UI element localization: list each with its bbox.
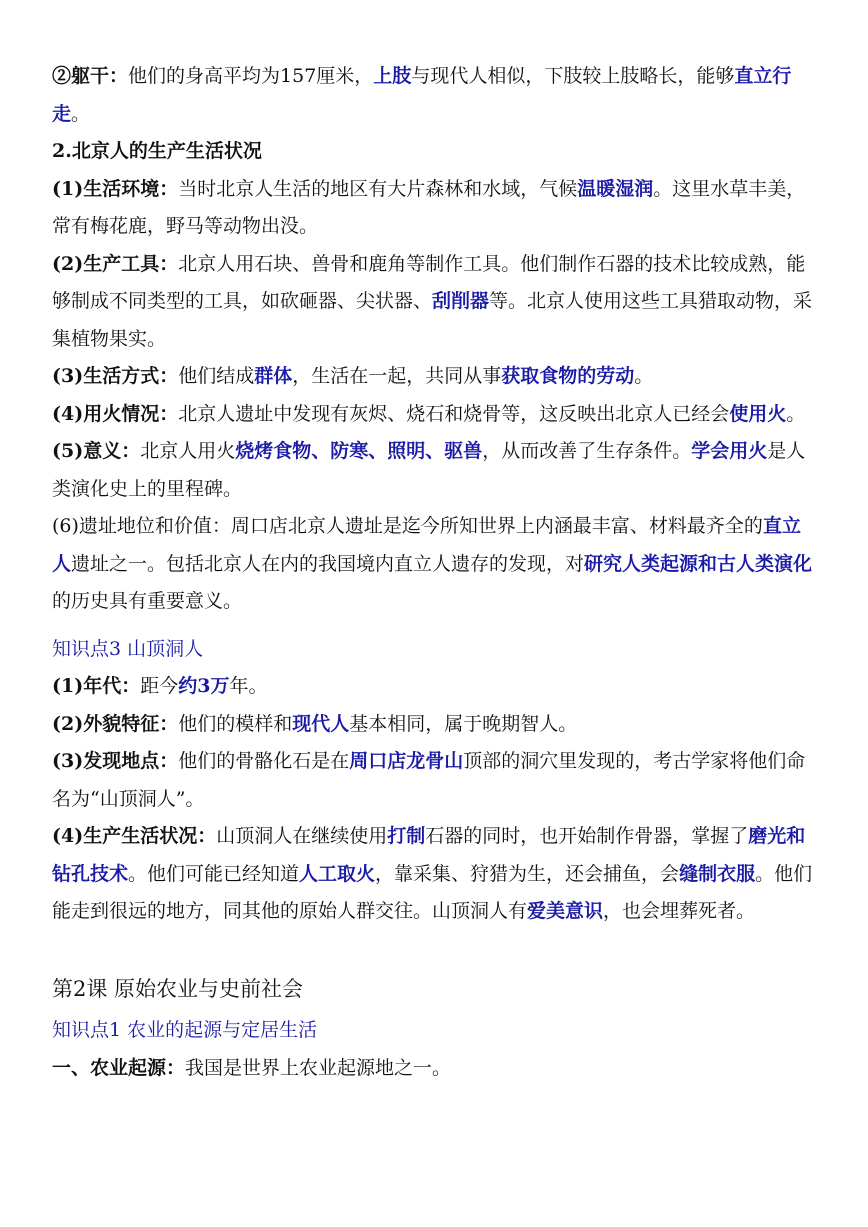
highlight-term: 上肢 <box>373 65 412 87</box>
item-label: (2)生产工具： <box>52 252 179 275</box>
text: 的历史具有重要意义。 <box>52 590 243 612</box>
highlight-term: 直立人 <box>52 515 801 575</box>
highlight-term: 使用火 <box>729 402 787 425</box>
item-label: (6)遗址地位和价值： <box>52 515 231 537</box>
text: 。 <box>786 402 806 425</box>
text: 。这里水草丰美，常有梅花鹿，野马等动物出没。 <box>52 177 806 237</box>
highlight-term: 群体 <box>254 365 293 387</box>
paragraph-site-value <box>52 508 818 621</box>
paragraph-era <box>52 668 818 706</box>
paragraph-production-tools <box>52 246 818 359</box>
text: 他们结成 <box>178 365 255 387</box>
highlight-term: 温暖湿润 <box>577 177 654 200</box>
item-label: (2)外貌特征： <box>52 712 179 735</box>
lesson-title: 第2课 原始农业与史前社会 <box>52 976 304 1001</box>
highlight-term: 人工取火 <box>299 862 376 885</box>
text: ，从而改善了生存条件。 <box>482 440 692 462</box>
text: 顶部的洞穴里发现的，考古学家将他们命名为“山顶洞人”。 <box>52 750 806 810</box>
item-label: (4)生产生活状况： <box>52 825 217 847</box>
text: 是人类演化史上的里程碑。 <box>52 440 806 500</box>
text: 。他们能走到很远的地方，同其他的原始人群交往。山顶洞人有 <box>52 862 813 922</box>
item-label: (1)生活环境： <box>52 177 179 200</box>
highlight-term: 研究人类起源和古人类演化 <box>584 552 813 575</box>
highlight-term: 周口店龙骨山 <box>349 750 464 772</box>
highlight-term: 学会用火 <box>691 440 768 462</box>
highlight-term: 刮削器 <box>432 290 490 312</box>
text: 。 <box>71 102 91 125</box>
text: 距今 <box>140 675 179 697</box>
paragraph-torso <box>52 58 818 133</box>
knowledge-point-title: 知识点1 农业的起源与定居生活 <box>52 1019 318 1041</box>
highlight-term: 获取食物的劳动 <box>501 365 635 387</box>
highlight-term: 现代人 <box>292 712 350 735</box>
text: 我国是世界上农业起源地之一。 <box>185 1056 452 1079</box>
highlight-term: 爱美意识 <box>527 900 604 922</box>
highlight-term: 缝制衣服 <box>679 862 756 885</box>
text: ，靠采集、狩猎为生，还会捕鱼，会 <box>375 862 680 885</box>
text: 等。北京人使用这些工具猎取动物，采集植物果实。 <box>52 290 813 350</box>
paragraph-significance <box>52 433 818 508</box>
item-label: (3)发现地点： <box>52 750 179 772</box>
paragraph-way-of-life <box>52 358 818 396</box>
section-title: 2.北京人的生产生活状况 <box>52 140 262 162</box>
paragraph-fire-use <box>52 396 818 434</box>
text: 基本相同，属于晚期智人。 <box>349 712 578 735</box>
text: 。他们可能已经知道 <box>128 862 300 885</box>
text: 当时北京人生活的地区有大片森林和水域，气候 <box>178 177 578 200</box>
highlight-term: 直立行走 <box>52 65 792 125</box>
item-label: (3)生活方式： <box>52 365 179 387</box>
text: 与现代人相似，下肢较上肢略长，能够 <box>411 65 735 87</box>
text: 周口店北京人遗址是迄今所知世界上内涵最丰富、材料最齐全的 <box>230 515 763 537</box>
text: 他们的骨骼化石是在 <box>178 750 350 772</box>
text: 北京人用火 <box>140 440 236 462</box>
highlight-term: 烧烤食物、防寒、照明、驱兽 <box>235 440 483 462</box>
text: 遗址之一。包括北京人在内的我国境内直立人遗存的发现，对 <box>71 552 585 575</box>
text: 他们的身高平均为157厘米， <box>128 65 374 87</box>
paragraph-appearance <box>52 706 818 744</box>
text: 北京人用石块、兽骨和鹿角等制作工具。他们制作石器的技术比较成熟，能够制成不同类型的工具，如砍砸器、尖状器、 <box>52 252 806 312</box>
text: 年。 <box>229 675 268 697</box>
item-label: ②躯干： <box>52 65 129 87</box>
knowledge-point-title: 知识点3 山顶洞人 <box>52 637 204 660</box>
text: ，也会埋葬死者。 <box>603 900 756 922</box>
highlight-term: 磨光和钻孔技术 <box>52 825 806 885</box>
item-label: (4)用火情况： <box>52 402 179 425</box>
text: 山顶洞人在继续使用 <box>216 825 388 847</box>
text: 北京人遗址中发现有灰烬、烧石和烧骨等，这反映出北京人已经会 <box>178 402 730 425</box>
paragraph-agriculture-origin <box>52 1050 818 1088</box>
highlight-term: 打制 <box>387 825 426 847</box>
text: ，生活在一起，共同从事 <box>292 365 502 387</box>
item-label: (1)年代： <box>52 675 141 697</box>
item-label: 一、农业起源： <box>52 1056 186 1079</box>
paragraph-production-life <box>52 818 818 931</box>
text: 。 <box>634 365 654 387</box>
highlight-term: 约3万 <box>178 675 230 697</box>
paragraph-living-environment <box>52 171 818 246</box>
paragraph-discovery-site <box>52 743 818 818</box>
item-label: (5)意义： <box>52 440 141 462</box>
text: 他们的模样和 <box>178 712 293 735</box>
text: 石器的同时，也开始制作骨器，掌握了 <box>425 825 749 847</box>
